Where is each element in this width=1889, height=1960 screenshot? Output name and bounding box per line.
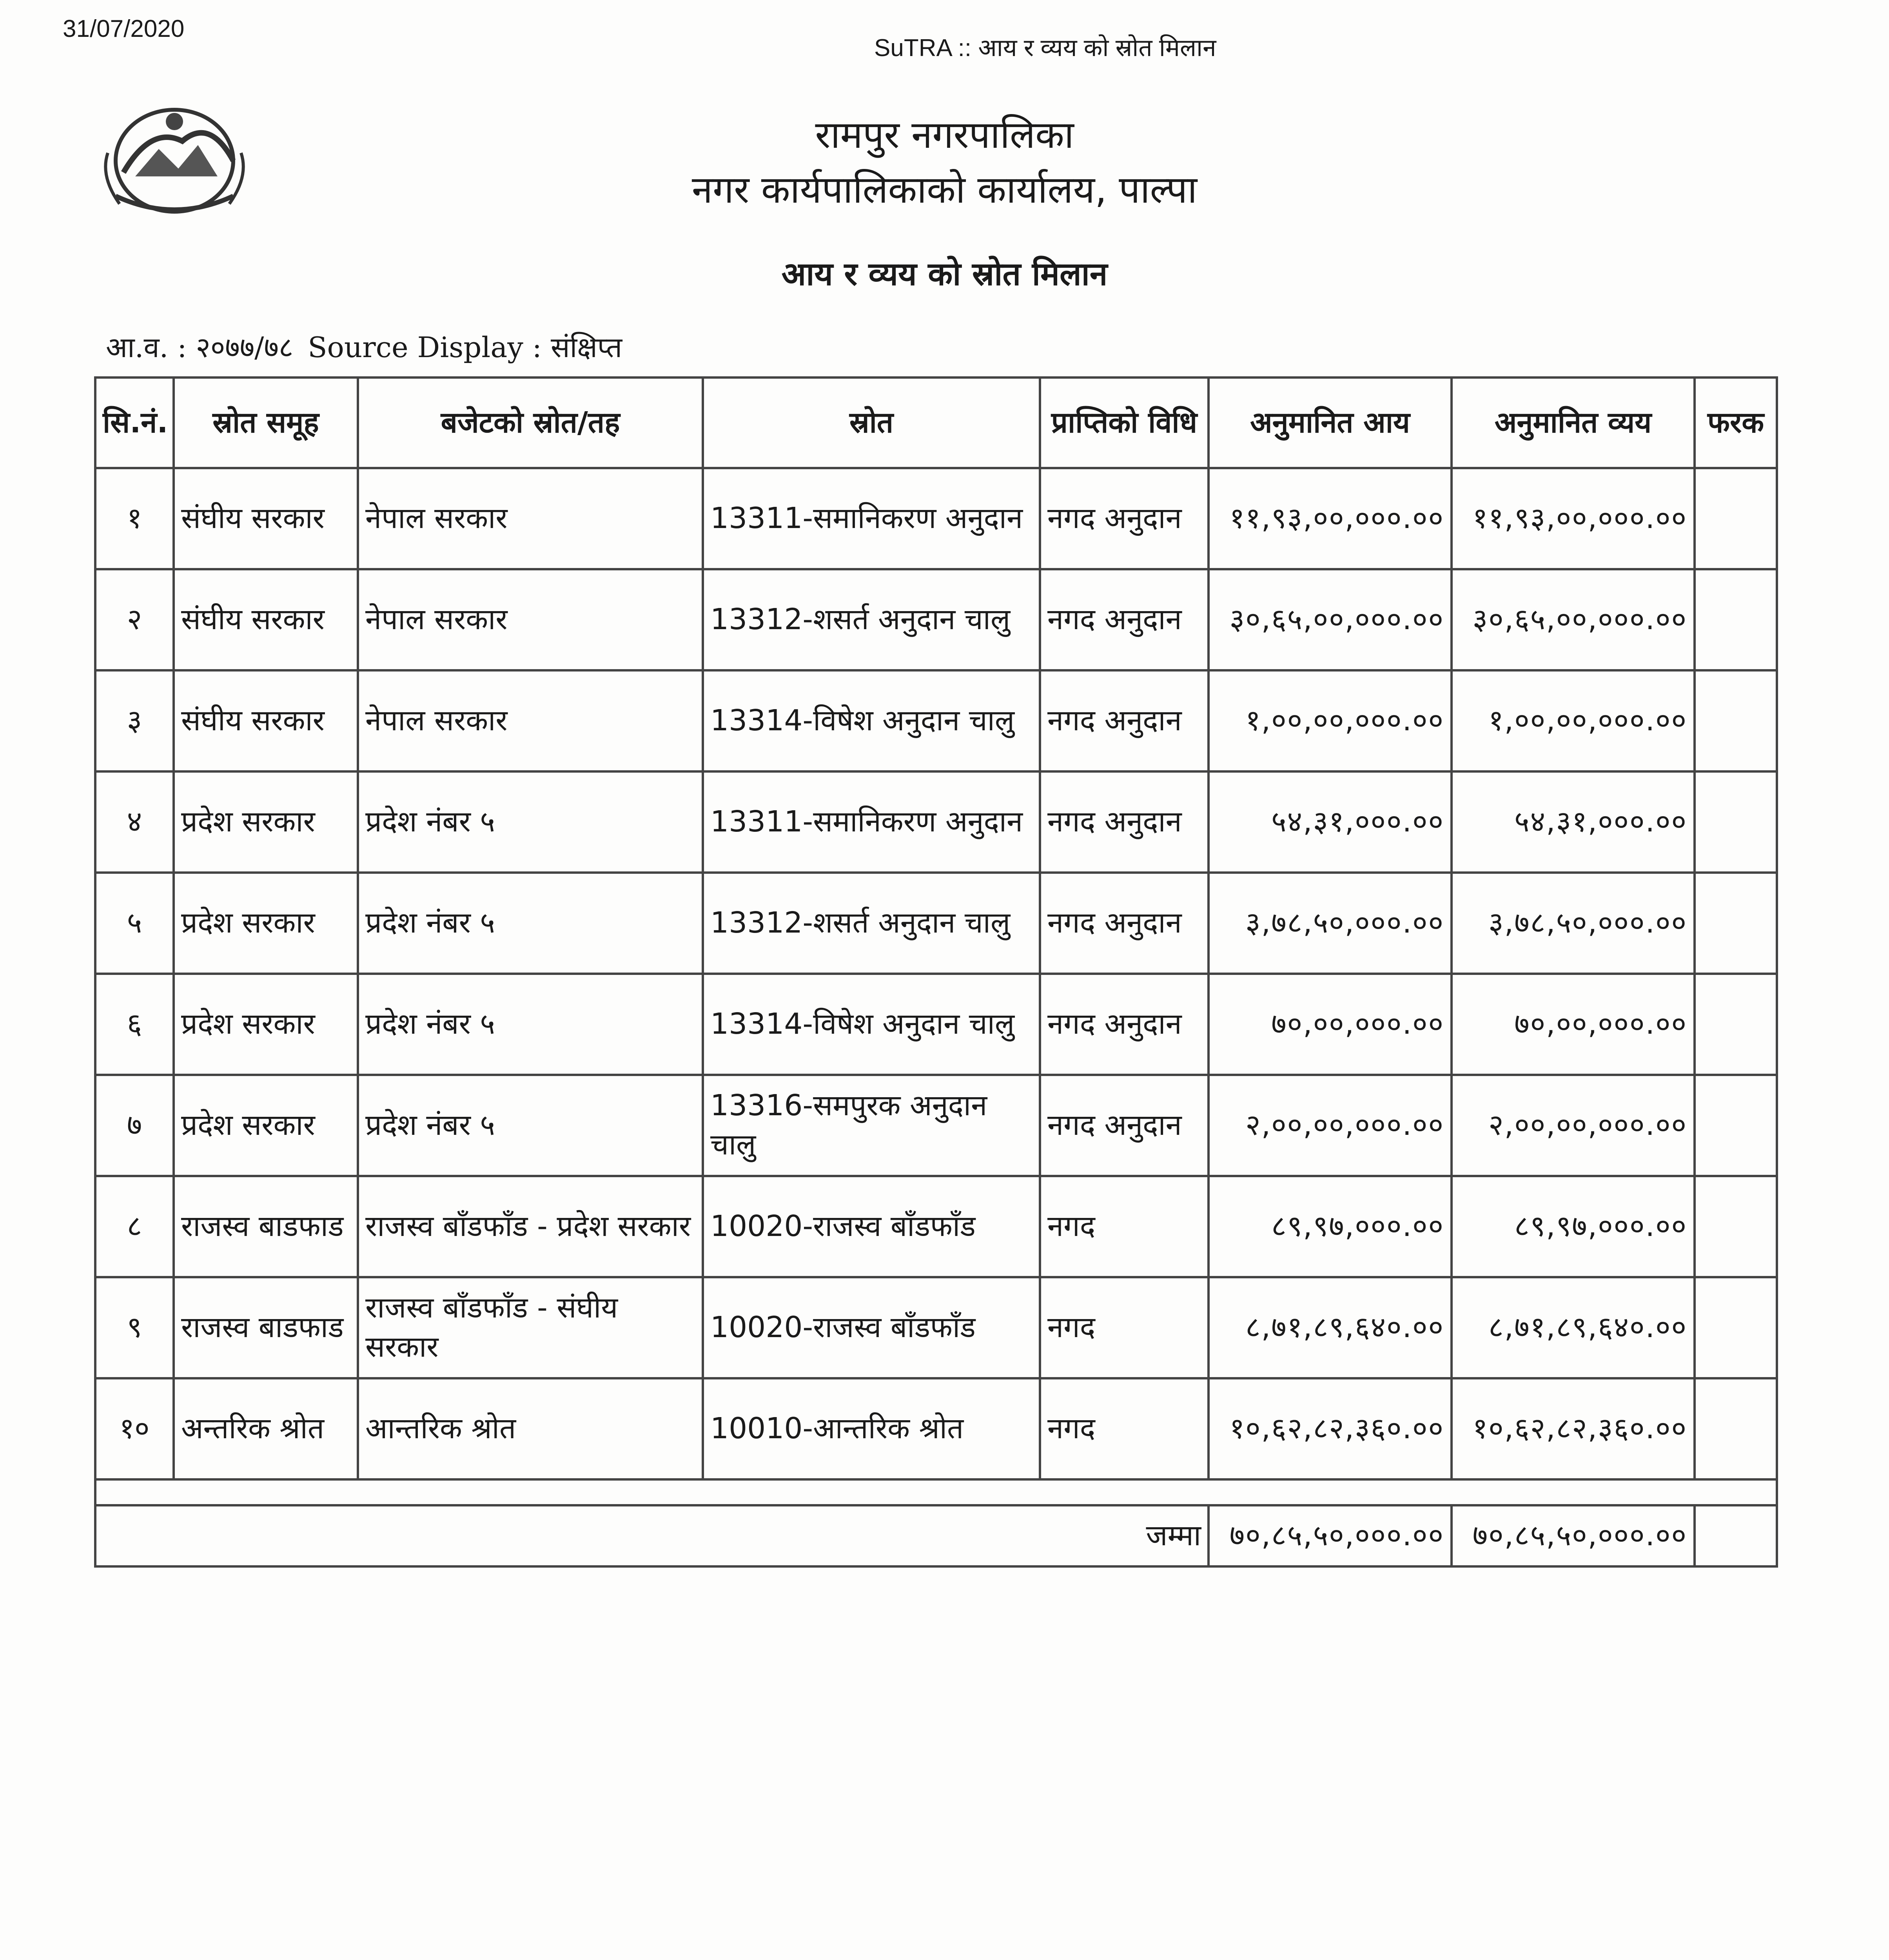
cell-group: प्रदेश सरकार bbox=[174, 1075, 358, 1176]
cell-diff bbox=[1695, 468, 1777, 569]
table-total-row bbox=[95, 1505, 1777, 1566]
report-title: आय र व्यय को स्रोत मिलान bbox=[781, 256, 1108, 293]
print-page-title: SuTRA :: आय र व्यय को स्रोत मिलान bbox=[874, 34, 1216, 62]
cell-source: 13316-समपुरक अनुदान चालु bbox=[703, 1075, 1040, 1176]
cell-diff bbox=[1695, 1176, 1777, 1277]
cell-income: ८,७१,८९,६४०.०० bbox=[1209, 1277, 1452, 1378]
total-income: ७०,८५,५०,०००.०० bbox=[1209, 1505, 1452, 1566]
cell-expense: १,००,००,०००.०० bbox=[1452, 670, 1695, 771]
cell-budget-source: प्रदेश नंबर ५ bbox=[358, 974, 703, 1075]
report-meta bbox=[106, 327, 628, 366]
cell-income: ३०,६५,००,०००.०० bbox=[1209, 569, 1452, 670]
cell-expense: ७०,००,०००.०० bbox=[1452, 974, 1695, 1075]
cell-budget-source: नेपाल सरकार bbox=[358, 468, 703, 569]
col-header-income: अनुमानित आय bbox=[1209, 377, 1452, 468]
cell-group: प्रदेश सरकार bbox=[174, 974, 358, 1075]
cell-budget-source: नेपाल सरकार bbox=[358, 670, 703, 771]
cell-group: प्रदेश सरकार bbox=[174, 873, 358, 974]
cell-mode: नगद bbox=[1040, 1277, 1209, 1378]
table-header-row bbox=[95, 377, 1777, 468]
cell-mode: नगद अनुदान bbox=[1040, 1075, 1209, 1176]
cell-sn: ८ bbox=[95, 1176, 174, 1277]
cell-sn: १ bbox=[95, 468, 174, 569]
cell-budget-source: प्रदेश नंबर ५ bbox=[358, 771, 703, 873]
source-match-table bbox=[94, 376, 1778, 1568]
cell-source: 10010-आन्तरिक श्रोत bbox=[703, 1378, 1040, 1479]
cell-group: संघीय सरकार bbox=[174, 670, 358, 771]
cell-mode: नगद अनुदान bbox=[1040, 771, 1209, 873]
cell-group: संघीय सरकार bbox=[174, 468, 358, 569]
col-header-source: स्रोत bbox=[703, 377, 1040, 468]
cell-income: १०,६२,८२,३६०.०० bbox=[1209, 1378, 1452, 1479]
table-row bbox=[95, 670, 1777, 771]
cell-expense: ३,७८,५०,०००.०० bbox=[1452, 873, 1695, 974]
cell-income: ११,९३,००,०००.०० bbox=[1209, 468, 1452, 569]
fiscal-year-label: आ.व. : २०७७/७८ bbox=[106, 331, 294, 364]
cell-sn: ९ bbox=[95, 1277, 174, 1378]
table-row bbox=[95, 1075, 1777, 1176]
cell-sn: ४ bbox=[95, 771, 174, 873]
table-row bbox=[95, 468, 1777, 569]
cell-expense: ८,७१,८९,६४०.०० bbox=[1452, 1277, 1695, 1378]
table-row bbox=[95, 569, 1777, 670]
col-header-budget-source: बजेटको स्रोत/तह bbox=[358, 377, 703, 468]
cell-sn: ५ bbox=[95, 873, 174, 974]
cell-mode: नगद अनुदान bbox=[1040, 974, 1209, 1075]
cell-income: ३,७८,५०,०००.०० bbox=[1209, 873, 1452, 974]
table-row bbox=[95, 1378, 1777, 1479]
cell-source: 13312-शसर्त अनुदान चालु bbox=[703, 873, 1040, 974]
col-header-mode: प्राप्तिको विधि bbox=[1040, 377, 1209, 468]
cell-mode: नगद अनुदान bbox=[1040, 670, 1209, 771]
cell-source: 10020-राजस्व बाँडफाँड bbox=[703, 1277, 1040, 1378]
print-date: 31/07/2020 bbox=[63, 15, 185, 42]
table-row bbox=[95, 974, 1777, 1075]
table-spacer-row bbox=[95, 1479, 1777, 1505]
cell-expense: १०,६२,८२,३६०.०० bbox=[1452, 1378, 1695, 1479]
spacer-cell bbox=[95, 1479, 1777, 1505]
cell-source: 10020-राजस्व बाँडफाँड bbox=[703, 1176, 1040, 1277]
cell-source: 13314-विषेश अनुदान चालु bbox=[703, 974, 1040, 1075]
cell-sn: ६ bbox=[95, 974, 174, 1075]
cell-budget-source: प्रदेश नंबर ५ bbox=[358, 1075, 703, 1176]
cell-source: 13311-समानिकरण अनुदान bbox=[703, 468, 1040, 569]
cell-mode: नगद bbox=[1040, 1176, 1209, 1277]
cell-mode: नगद अनुदान bbox=[1040, 468, 1209, 569]
cell-budget-source: नेपाल सरकार bbox=[358, 569, 703, 670]
total-expense: ७०,८५,५०,०००.०० bbox=[1452, 1505, 1695, 1566]
table-body bbox=[95, 468, 1777, 1566]
cell-income: ८९,९७,०००.०० bbox=[1209, 1176, 1452, 1277]
table-row bbox=[95, 771, 1777, 873]
cell-budget-source: आन्तरिक श्रोत bbox=[358, 1378, 703, 1479]
cell-expense: ३०,६५,००,०००.०० bbox=[1452, 569, 1695, 670]
cell-group: प्रदेश सरकार bbox=[174, 771, 358, 873]
col-header-sn: सि.नं. bbox=[95, 377, 174, 468]
cell-expense: ८९,९७,०००.०० bbox=[1452, 1176, 1695, 1277]
cell-income: ७०,००,०००.०० bbox=[1209, 974, 1452, 1075]
cell-sn: ३ bbox=[95, 670, 174, 771]
cell-source: 13314-विषेश अनुदान चालु bbox=[703, 670, 1040, 771]
cell-source: 13312-शसर्त अनुदान चालु bbox=[703, 569, 1040, 670]
cell-income: १,००,००,०००.०० bbox=[1209, 670, 1452, 771]
cell-group: अन्तरिक श्रोत bbox=[174, 1378, 358, 1479]
cell-diff bbox=[1695, 873, 1777, 974]
cell-income: ५४,३१,०००.०० bbox=[1209, 771, 1452, 873]
cell-group: संघीय सरकार bbox=[174, 569, 358, 670]
office-subtitle: नगर कार्यपालिकाको कार्यालय, पाल्पा bbox=[691, 168, 1198, 212]
cell-mode: नगद bbox=[1040, 1378, 1209, 1479]
cell-diff bbox=[1695, 974, 1777, 1075]
cell-diff bbox=[1695, 771, 1777, 873]
cell-expense: २,००,००,०००.०० bbox=[1452, 1075, 1695, 1176]
total-diff bbox=[1695, 1505, 1777, 1566]
source-display-label: Source Display : संक्षिप्त bbox=[308, 331, 622, 364]
cell-budget-source: राजस्व बाँडफाँड - प्रदेश सरकार bbox=[358, 1176, 703, 1277]
cell-sn: ७ bbox=[95, 1075, 174, 1176]
cell-mode: नगद अनुदान bbox=[1040, 569, 1209, 670]
cell-diff bbox=[1695, 569, 1777, 670]
cell-budget-source: प्रदेश नंबर ५ bbox=[358, 873, 703, 974]
cell-mode: नगद अनुदान bbox=[1040, 873, 1209, 974]
col-header-expense: अनुमानित व्यय bbox=[1452, 377, 1695, 468]
cell-expense: ११,९३,००,०००.०० bbox=[1452, 468, 1695, 569]
cell-diff bbox=[1695, 670, 1777, 771]
cell-source: 13311-समानिकरण अनुदान bbox=[703, 771, 1040, 873]
table-row bbox=[95, 873, 1777, 974]
cell-diff bbox=[1695, 1277, 1777, 1378]
cell-group: राजस्व बाडफाड bbox=[174, 1277, 358, 1378]
cell-expense: ५४,३१,०००.०० bbox=[1452, 771, 1695, 873]
cell-sn: १० bbox=[95, 1378, 174, 1479]
cell-income: २,००,००,०००.०० bbox=[1209, 1075, 1452, 1176]
office-name: रामपुर नगरपालिका bbox=[815, 113, 1074, 157]
cell-sn: २ bbox=[95, 569, 174, 670]
col-header-diff: फरक bbox=[1695, 377, 1777, 468]
table-row bbox=[95, 1176, 1777, 1277]
cell-diff bbox=[1695, 1075, 1777, 1176]
table-row bbox=[95, 1277, 1777, 1378]
col-header-group: स्रोत समूह bbox=[174, 377, 358, 468]
total-label: जम्मा bbox=[95, 1505, 1209, 1566]
cell-diff bbox=[1695, 1378, 1777, 1479]
cell-budget-source: राजस्व बाँडफाँड - संघीय सरकार bbox=[358, 1277, 703, 1378]
cell-group: राजस्व बाडफाड bbox=[174, 1176, 358, 1277]
